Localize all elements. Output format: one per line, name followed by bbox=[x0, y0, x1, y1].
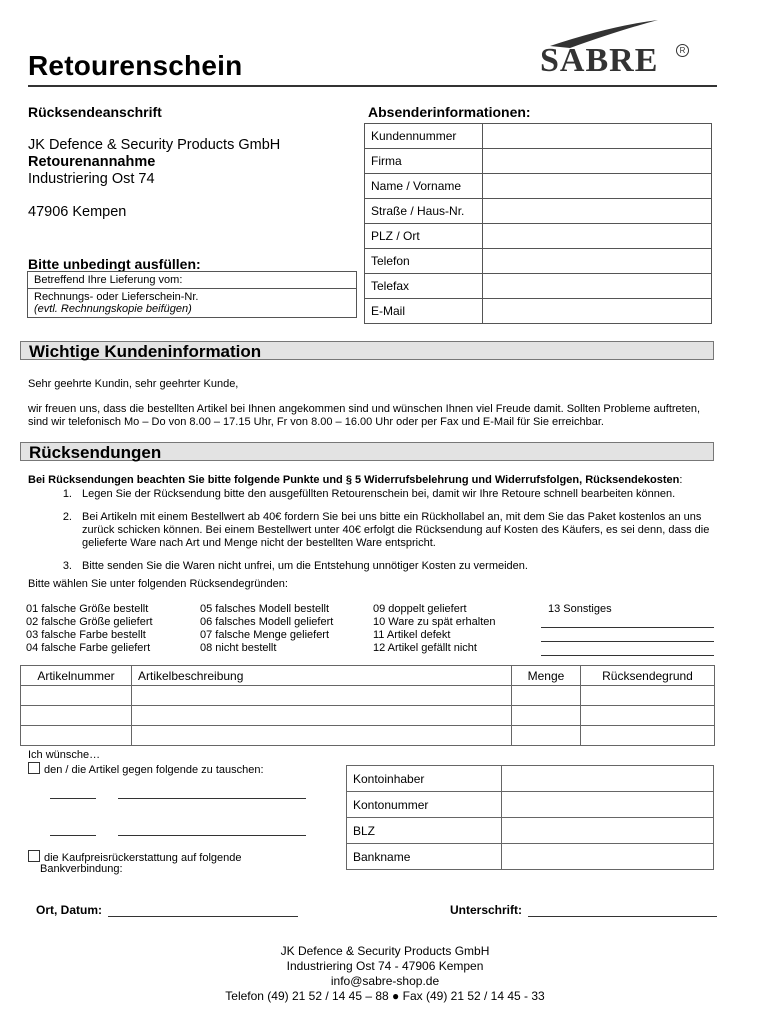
table-row bbox=[21, 706, 715, 726]
point-number: 3. bbox=[62, 560, 72, 572]
logo-text: SABRE bbox=[540, 42, 659, 79]
table-row bbox=[347, 792, 714, 818]
footer bbox=[0, 944, 770, 1004]
field-label: Telefon bbox=[365, 249, 483, 274]
article-reason-cell[interactable] bbox=[581, 726, 715, 746]
fax-input[interactable] bbox=[483, 274, 712, 299]
table-row bbox=[21, 686, 715, 706]
reason-other: 13 Sonstiges bbox=[548, 603, 612, 615]
sender-row bbox=[365, 174, 712, 199]
article-number-cell[interactable] bbox=[21, 726, 132, 746]
info-text: wir freuen uns, dass die bestellten Artikel bei Ihnen angekommen sind und wünschen Ihnen viel Freude damit. Sollten Probleme auftreten, sind wir telefonisch Mo – Do von 8.00 – 17.15 Uhr, Fr von 8.00 – 16.00 Uhr oder per Fax und E-Mail für Sie erreichbar. bbox=[28, 403, 701, 428]
refund-option[interactable] bbox=[28, 850, 242, 864]
delivery-date-field[interactable]: Betreffend Ihre Lieferung vom: bbox=[28, 272, 356, 289]
return-address-heading: Rücksendeanschrift bbox=[28, 104, 162, 120]
return-address bbox=[28, 137, 280, 221]
address-city: 47906 Kempen bbox=[28, 204, 127, 220]
field-label: Straße / Haus-Nr. bbox=[365, 199, 483, 224]
sender-row bbox=[365, 249, 712, 274]
footer-company: JK Defence & Security Products GmbH bbox=[280, 944, 490, 958]
field-label: Name / Vorname bbox=[365, 174, 483, 199]
page-title: Retourenschein bbox=[28, 50, 243, 81]
table-header-row bbox=[21, 666, 715, 686]
reason-item: 06 falsches Modell geliefert bbox=[200, 616, 334, 628]
returns-intro bbox=[28, 474, 708, 487]
table-row bbox=[347, 818, 714, 844]
article-reason-cell[interactable] bbox=[581, 686, 715, 706]
reason-item: 03 falsche Farbe bestellt bbox=[26, 629, 146, 641]
list-item bbox=[28, 560, 718, 573]
reason-item: 04 falsche Farbe geliefert bbox=[26, 642, 151, 654]
exchange-qty-line[interactable] bbox=[50, 798, 96, 799]
point-text: Legen Sie der Rücksendung bitte den ausgefüllten Retourenschein bei, damit wir Ihre Retoure schnell bearbeiten können. bbox=[82, 488, 676, 500]
field-label: BLZ bbox=[347, 818, 502, 844]
sabre-logo bbox=[540, 18, 690, 80]
reason-item: 12 Artikel gefällt nicht bbox=[373, 642, 477, 654]
sender-row bbox=[365, 224, 712, 249]
field-label: Kontonummer bbox=[347, 792, 502, 818]
place-date-line[interactable] bbox=[108, 916, 298, 917]
signature-label: Unterschrift: bbox=[450, 903, 523, 917]
exchange-label: den / die Artikel gegen folgende zu tauschen: bbox=[44, 764, 264, 776]
company-input[interactable] bbox=[483, 149, 712, 174]
point-text: Bei Artikeln mit einem Bestellwert ab 40€ fordern Sie bei uns bitte ein Rückhollabel an, mit dem Sie das Paket kostenlos an uns zurück schicken können. Bei einem Bestellwert unter 40€ erfolgt die Rücksendung auf Kosten des Käufers, es sei denn, dass die gelieferte Ware nach Art und Menge nicht der bestellten Ware entspricht. bbox=[82, 511, 710, 549]
column-header: Menge bbox=[512, 666, 581, 686]
info-greeting: Sehr geehrte Kundin, sehr geehrter Kunde, bbox=[28, 378, 239, 390]
returns-intro-colon: : bbox=[679, 474, 683, 486]
table-row bbox=[347, 766, 714, 792]
field-label: Kundennummer bbox=[365, 124, 483, 149]
column-header: Artikelbeschreibung bbox=[132, 666, 512, 686]
email-input[interactable] bbox=[483, 299, 712, 324]
other-reason-line-2[interactable] bbox=[541, 641, 714, 642]
table-row bbox=[21, 726, 715, 746]
other-reason-line-3[interactable] bbox=[541, 655, 714, 656]
registered-mark: R bbox=[676, 44, 689, 57]
sender-row bbox=[365, 274, 712, 299]
list-item bbox=[28, 511, 718, 550]
reason-item: 10 Ware zu spät erhalten bbox=[373, 616, 496, 628]
invoice-number-field[interactable] bbox=[28, 289, 356, 317]
other-reason-line-1[interactable] bbox=[541, 627, 714, 628]
footer-address: Industriering Ost 74 - 47906 Kempen bbox=[286, 959, 484, 973]
list-item bbox=[28, 488, 718, 501]
reason-item: 07 falsche Menge geliefert bbox=[200, 629, 330, 641]
article-number-cell[interactable] bbox=[21, 706, 132, 726]
reason-item: 09 doppelt geliefert bbox=[373, 603, 467, 615]
invoice-hint: (evtl. Rechnungskopie beifügen) bbox=[34, 303, 192, 315]
exchange-qty-line[interactable] bbox=[50, 835, 96, 836]
delivery-reference-box[interactable] bbox=[27, 271, 357, 318]
reasons-col-3 bbox=[373, 603, 496, 655]
refund-label-2: Bankverbindung: bbox=[40, 863, 123, 875]
article-reason-cell[interactable] bbox=[581, 706, 715, 726]
reasons-col-1 bbox=[26, 603, 153, 655]
column-header: Rücksendegrund bbox=[581, 666, 715, 686]
account-number-input[interactable] bbox=[502, 792, 714, 818]
field-label: E-Mail bbox=[365, 299, 483, 324]
point-text: Bitte senden Sie die Waren nicht unfrei, um die Entstehung unnötiger Kosten zu vermeiden. bbox=[82, 560, 528, 572]
footer-email[interactable]: info@sabre-shop.de bbox=[330, 974, 440, 988]
account-holder-input[interactable] bbox=[502, 766, 714, 792]
reasons-col-2 bbox=[200, 603, 333, 655]
required-heading: Bitte unbedingt ausfüllen: bbox=[28, 256, 201, 272]
article-desc-cell[interactable] bbox=[132, 686, 512, 706]
refund-checkbox[interactable] bbox=[28, 850, 40, 862]
table-row bbox=[347, 844, 714, 870]
header-divider bbox=[28, 85, 717, 87]
field-label: Kontoinhaber bbox=[347, 766, 502, 792]
name-input[interactable] bbox=[483, 174, 712, 199]
reason-item: 01 falsche Größe bestellt bbox=[26, 603, 149, 615]
article-number-cell[interactable] bbox=[21, 686, 132, 706]
refund-label: die Kaufpreisrückerstattung auf folgende bbox=[44, 852, 242, 864]
field-label: Telefax bbox=[365, 274, 483, 299]
articles-table bbox=[20, 665, 715, 746]
exchange-option[interactable] bbox=[28, 762, 264, 776]
field-label: PLZ / Ort bbox=[365, 224, 483, 249]
point-number: 1. bbox=[62, 488, 72, 500]
reason-item: 11 Artikel defekt bbox=[373, 629, 451, 641]
article-qty-cell[interactable] bbox=[512, 686, 581, 706]
sender-table bbox=[364, 123, 712, 324]
zip-city-input[interactable] bbox=[483, 224, 712, 249]
point-number: 2. bbox=[62, 511, 72, 523]
invoice-label: Rechnungs- oder Lieferschein-Nr. bbox=[34, 291, 199, 303]
returns-intro-text: Bei Rücksendungen beachten Sie bitte folgende Punkte und § 5 Widerrufsbelehrung und Widerrufsfolgen, Rücksendekosten bbox=[28, 474, 680, 486]
reasons-intro: Bitte wählen Sie unter folgenden Rücksendegründen: bbox=[28, 578, 288, 590]
article-qty-cell[interactable] bbox=[512, 726, 581, 746]
address-dept: Retourenannahme bbox=[28, 154, 156, 170]
article-qty-cell[interactable] bbox=[512, 706, 581, 726]
address-street: Industriering Ost 74 bbox=[28, 171, 155, 187]
returns-points bbox=[28, 488, 718, 583]
article-desc-cell[interactable] bbox=[132, 726, 512, 746]
sender-row bbox=[365, 299, 712, 324]
exchange-article-line[interactable] bbox=[118, 798, 306, 799]
info-section-heading: Wichtige Kundeninformation bbox=[20, 341, 714, 360]
bank-name-input[interactable] bbox=[502, 844, 714, 870]
place-date-label: Ort, Datum: bbox=[36, 903, 102, 917]
footer-phone: Telefon (49) 21 52 / 14 45 – 88 ● Fax (49) 21 52 / 14 45 - 33 bbox=[225, 989, 545, 1003]
article-desc-cell[interactable] bbox=[132, 706, 512, 726]
reason-item: 08 nicht bestellt bbox=[200, 642, 277, 654]
exchange-article-line[interactable] bbox=[118, 835, 306, 836]
field-label: Firma bbox=[365, 149, 483, 174]
reason-item: 05 falsches Modell bestellt bbox=[200, 603, 330, 615]
wish-intro: Ich wünsche… bbox=[28, 749, 101, 761]
bank-table bbox=[346, 765, 714, 870]
field-label: Bankname bbox=[347, 844, 502, 870]
sender-heading: Absenderinformationen: bbox=[368, 104, 531, 120]
sender-row bbox=[365, 199, 712, 224]
address-company: JK Defence & Security Products GmbH bbox=[28, 137, 281, 153]
exchange-checkbox[interactable] bbox=[28, 762, 40, 774]
signature-line[interactable] bbox=[528, 916, 717, 917]
phone-input[interactable] bbox=[483, 249, 712, 274]
returns-section-heading: Rücksendungen bbox=[20, 442, 714, 461]
customer-number-input[interactable] bbox=[483, 124, 712, 149]
reason-item: 02 falsche Größe geliefert bbox=[26, 616, 153, 628]
sender-row bbox=[365, 124, 712, 149]
sender-row bbox=[365, 149, 712, 174]
blz-input[interactable] bbox=[502, 818, 714, 844]
street-input[interactable] bbox=[483, 199, 712, 224]
column-header: Artikelnummer bbox=[21, 666, 132, 686]
